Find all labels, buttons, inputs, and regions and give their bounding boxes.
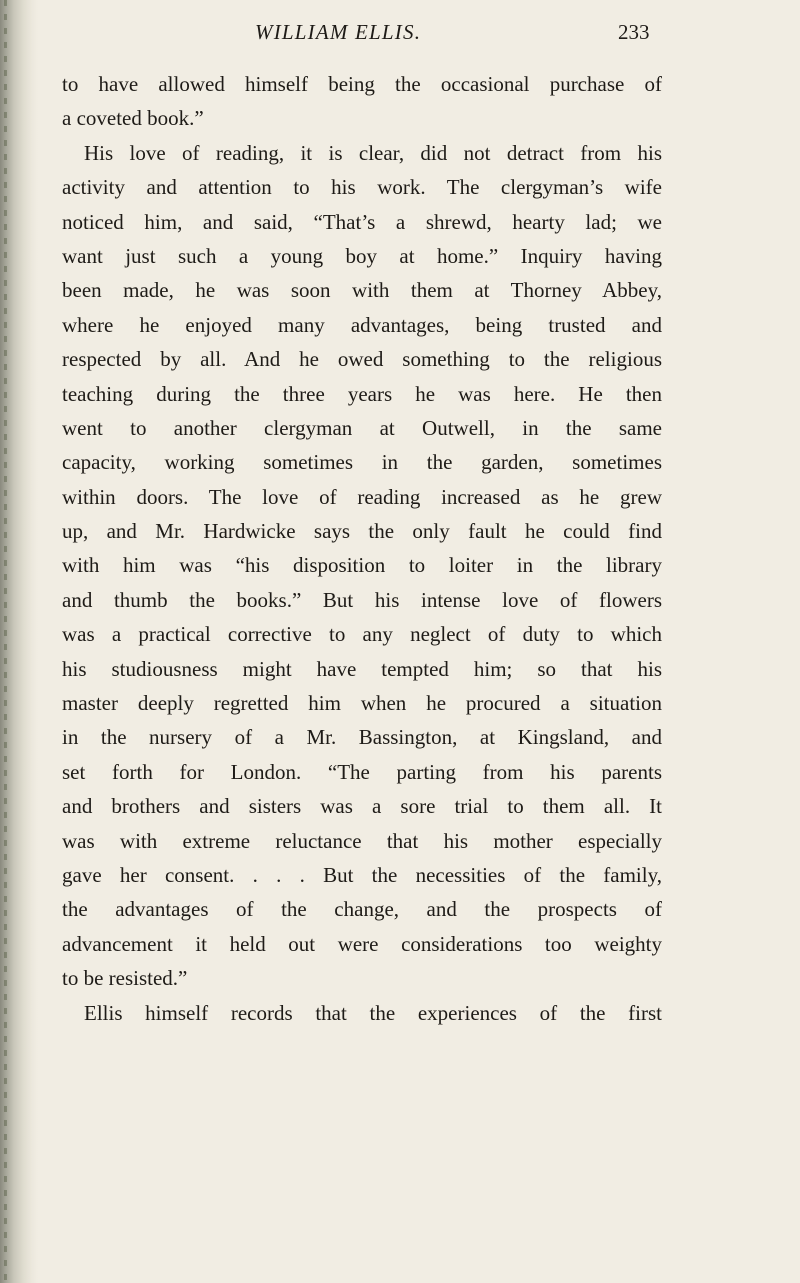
page-number: 233 (618, 20, 650, 44)
text-line: and brothers and sisters was a sore trial to them all. It (62, 794, 662, 819)
text-line: a coveted book.” (62, 106, 204, 131)
text-line: activity and attention to his work. The clergyman’s wife (62, 175, 662, 200)
running-title: WILLIAM ELLIS. (255, 20, 422, 44)
text-line: went to another clergyman at Outwell, in the same (62, 415, 662, 440)
text-line: noticed him, and said, “That’s a shrewd, hearty lad; we (62, 209, 662, 234)
text-line: with him was “his disposition to loiter in the library (62, 553, 662, 578)
body-text (62, 67, 662, 1030)
text-line: His love of reading, it is clear, did not detract from his (84, 140, 662, 165)
text-line: advancement it held out were considerations too weighty (62, 931, 662, 956)
text-line: was with extreme reluctance that his mother especially (62, 828, 662, 853)
text-line: gave her consent. . . . But the necessities of the family, (62, 862, 662, 887)
text-line: to be resisted.” (62, 966, 188, 991)
text-line: Ellis himself records that the experiences of the first (84, 1000, 662, 1025)
text-line: where he enjoyed many advantages, being trusted and (62, 312, 662, 337)
text-line: master deeply regretted him when he procured a situation (62, 691, 662, 716)
text-line: teaching during the three years he was here. He then (62, 381, 662, 406)
text-line: in the nursery of a Mr. Bassington, at Kingsland, and (62, 725, 662, 750)
text-line: the advantages of the change, and the prospects of (62, 897, 662, 922)
text-line: his studiousness might have tempted him; so that his (62, 656, 662, 681)
running-header (0, 8, 800, 48)
text-line: up, and Mr. Hardwicke says the only fault he could find (62, 519, 662, 544)
text-line: respected by all. And he owed something to the religious (62, 347, 662, 372)
text-line: and thumb the books.” But his intense love of flowers (62, 587, 662, 612)
book-binding-edge (0, 0, 38, 1283)
text-line: set forth for London. “The parting from his parents (62, 759, 662, 784)
text-line: been made, he was soon with them at Thorney Abbey, (62, 278, 662, 303)
text-line: want just such a young boy at home.” Inquiry having (62, 243, 662, 268)
text-line: within doors. The love of reading increased as he grew (62, 484, 662, 509)
text-line: to have allowed himself being the occasional purchase of (62, 72, 662, 96)
text-line: capacity, working sometimes in the garden, sometimes (62, 450, 662, 475)
text-line: was a practical corrective to any neglect of duty to which (62, 622, 662, 647)
